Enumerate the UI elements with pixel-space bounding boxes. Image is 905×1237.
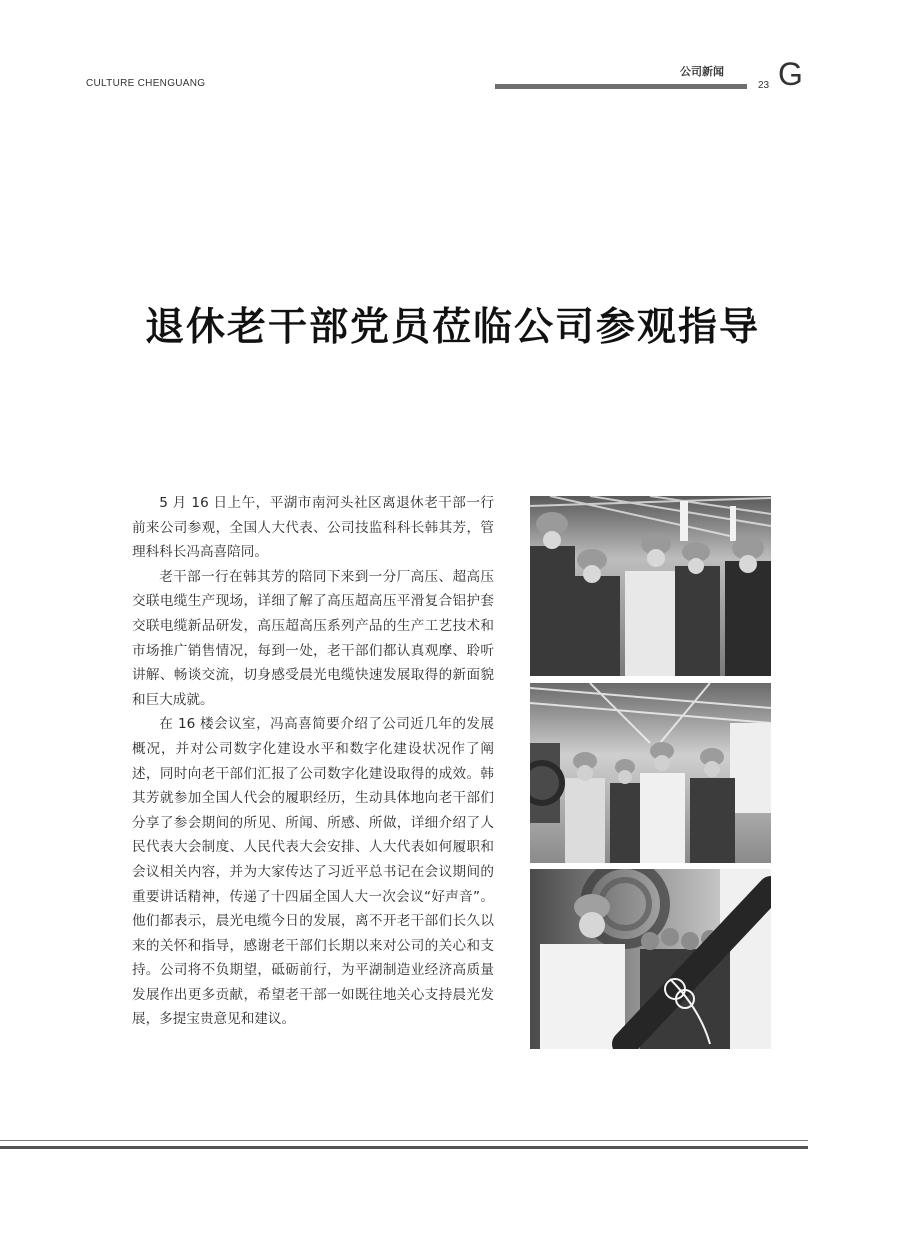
article-paragraph-1: 5 月 16 日上午，平湖市南河头社区离退休老干部一行前来公司参观，全国人大代表、公司技监科科长韩其芳，管理科科长冯高喜陪同。 bbox=[132, 495, 494, 561]
article-body bbox=[132, 491, 494, 1032]
footer-rule-thin bbox=[0, 1140, 808, 1141]
photo-cable-explanation bbox=[530, 869, 771, 1049]
photo-production-hall-tour bbox=[530, 683, 771, 863]
section-letter: G bbox=[778, 56, 803, 92]
header-divider-bar bbox=[495, 84, 747, 89]
article-paragraph-3: 在 16 楼会议室，冯高喜简要介绍了公司近几年的发展概况，并对公司数字化建设水平和数字化建设状况作了阐述，同时向老干部们汇报了公司数字化建设取得的成效。韩其芳就参加全国人代会的履职经历，生动具体地向老干部们分享了参会期间的所见、所闻、所感、所做，详细介绍了人民代表大会制度、人民代表大会安排、人大代表如何履职和会议相关内容，并为大家传达了习近平总书记在会议期间的重要讲话精神，传递了十四届全国人大一次会议“好声音”。他们都表示，晨光电缆今日的发展，离不开老干部们长久以来的关怀和指导，感谢老干部们长期以来对公司的关心和支持。公司将不负期望，砥砺前行，为平湖制造业经济高质量发展作出更多贡献，希望老干部一如既往地关心支持晨光发展，多提宝贵意见和建议。 bbox=[132, 716, 494, 1028]
section-title: 公司新闻 bbox=[680, 65, 724, 78]
article-title: 退休老干部党员莅临公司参观指导 bbox=[144, 304, 760, 350]
footer-rule-thick bbox=[0, 1146, 808, 1149]
page-number: 23 bbox=[758, 80, 770, 91]
photo-factory-visit-group bbox=[530, 496, 771, 676]
magazine-name: CULTURE CHENGUANG bbox=[86, 78, 206, 89]
article-paragraph-2: 老干部一行在韩其芳的陪同下来到一分厂高压、超高压交联电缆生产现场，详细了解了高压超高压平滑复合铝护套交联电缆新品研发，高压超高压系列产品的生产工艺技术和市场推广销售情况，每到一处，老干部们都认真观摩、聆听讲解、畅谈交流，切身感受晨光电缆快速发展取得的新面貌和巨大成就。 bbox=[132, 568, 494, 708]
